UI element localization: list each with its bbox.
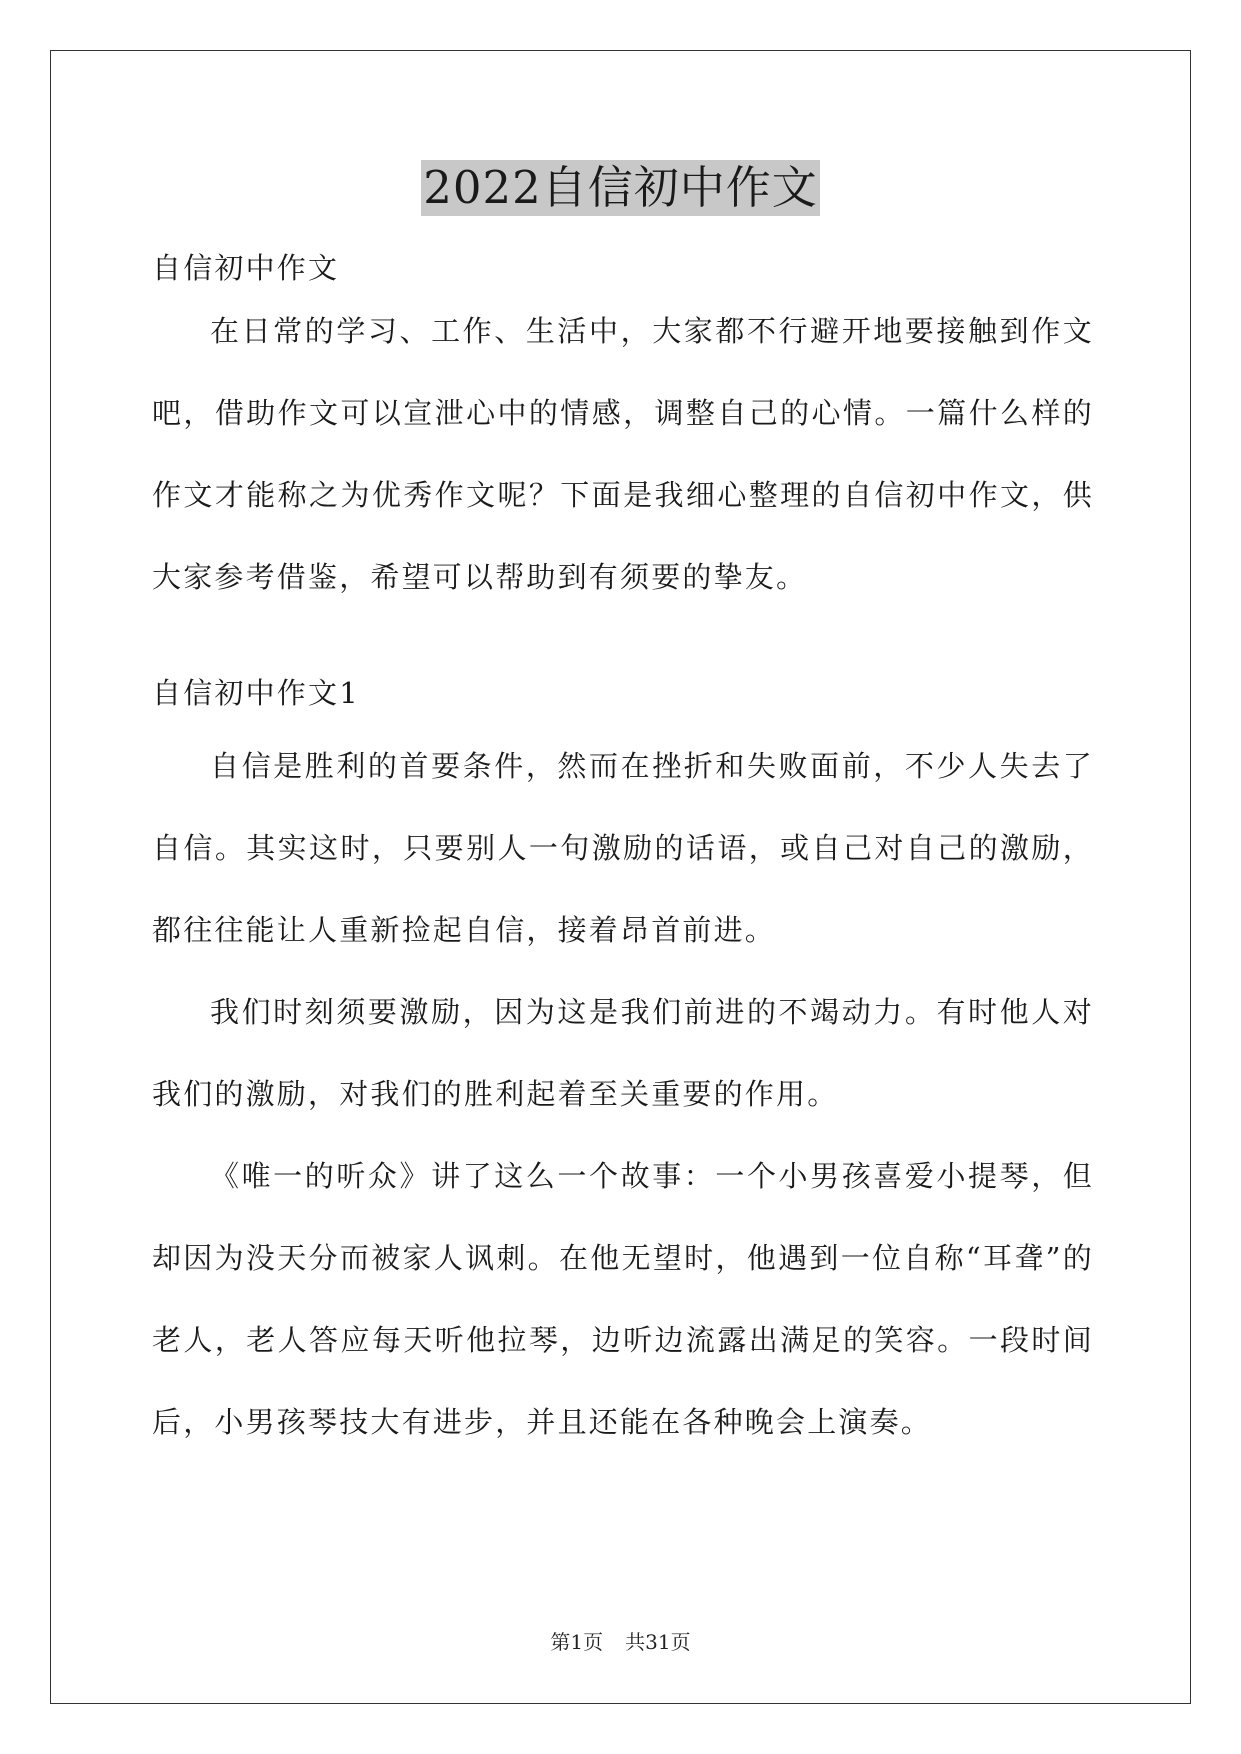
- document-title: [0, 160, 1241, 216]
- current-page-label: 第1页: [550, 1630, 604, 1654]
- section1-heading-block: [152, 665, 1094, 721]
- section1-heading: 自信初中作文1: [152, 676, 360, 710]
- total-pages-label: 共31页: [625, 1630, 691, 1654]
- document-title-text: 2022自信初中作文: [423, 161, 818, 214]
- section1-paragraph-3: 《唯一的听众》讲了这么一个故事：一个小男孩喜爱小提琴，但却因为没天分而被家人讽刺。在他无望时，他遇到一位自称“耳聋”的老人，老人答应每天听他拉琴，边听边流露出满足的笑容。一段时间后，小男孩琴技大有进步，并且还能在各种晚会上演奏。: [152, 1159, 1094, 1439]
- subtitle-block: [152, 240, 1094, 296]
- section1-paragraph-2: 我们时刻须要激励，因为这是我们前进的不竭动力。有时他人对我们的激励，对我们的胜利起着至关重要的作用。: [152, 995, 1094, 1111]
- intro-block: [152, 290, 1094, 618]
- section1-body: [152, 725, 1094, 1463]
- intro-paragraph: 在日常的学习、工作、生活中，大家都不行避开地要接触到作文吧，借助作文可以宣泄心中的情感，调整自己的心情。一篇什么样的作文才能称之为优秀作文呢？下面是我细心整理的自信初中作文，供大家参考借鉴，希望可以帮助到有须要的挚友。: [152, 314, 1094, 594]
- page-footer: [0, 1628, 1241, 1656]
- section1-paragraph-1: 自信是胜利的首要条件，然而在挫折和失败面前，不少人失去了自信。其实这时，只要别人一句激励的话语，或自己对自己的激励，都往往能让人重新捡起自信，接着昂首前进。: [152, 749, 1094, 947]
- document-subtitle: 自信初中作文: [152, 251, 340, 285]
